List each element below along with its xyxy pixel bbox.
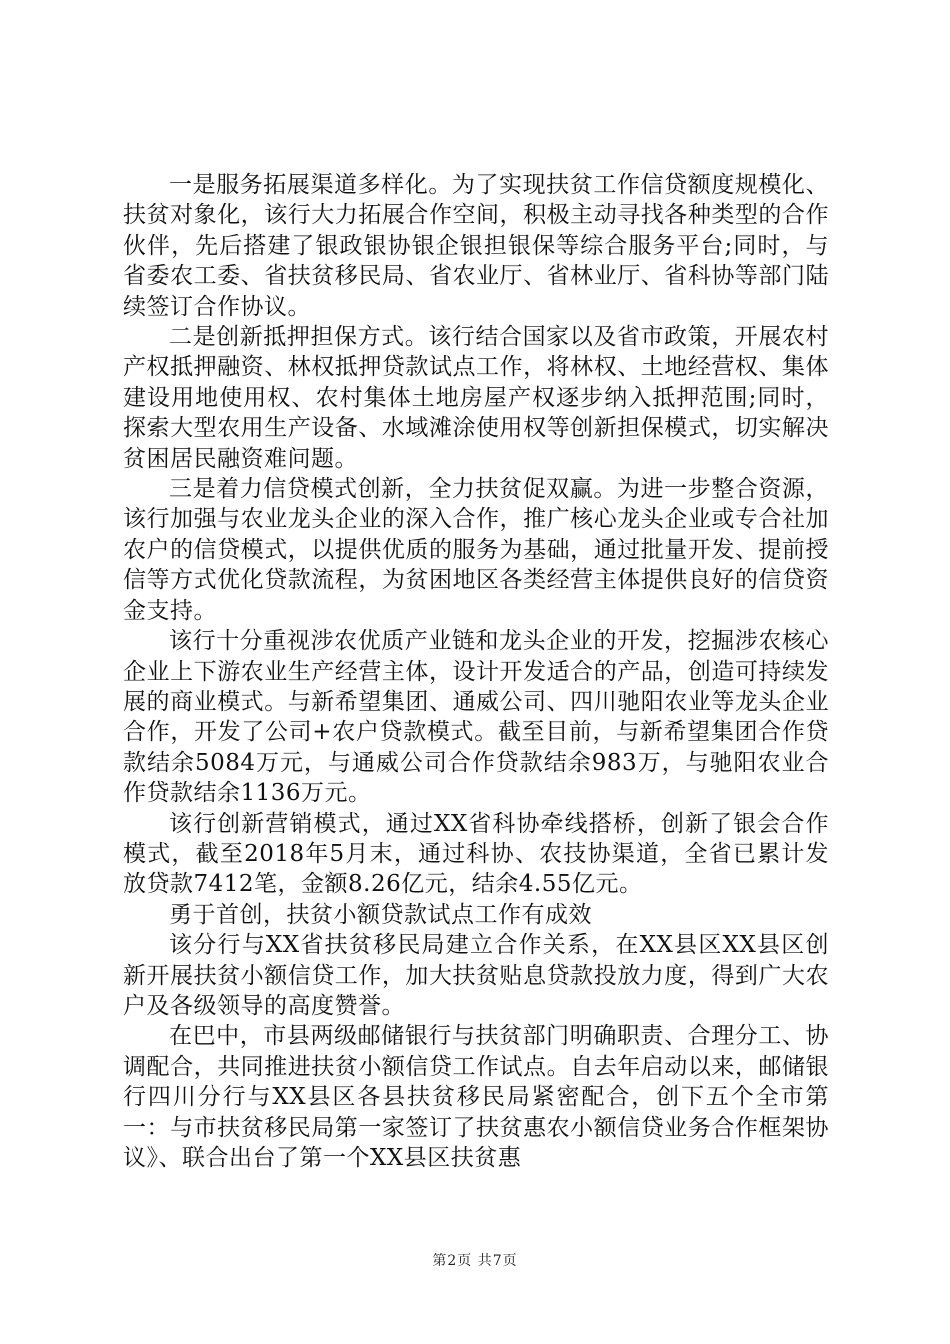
section-heading: 勇于首创，扶贫小额贷款试点工作有成效	[169, 901, 592, 928]
paragraph: 在巴中，市县两级邮储银行与扶贫部门明确职责、合理分工、协调配合，共同推进扶贫小额信贷工作试点。自去年启动以来，邮储银行四川分行与XX县区各县扶贫移民局紧密配合，创下五个全市第一：与市扶贫移民局第一家签订了扶贫惠农小额信贷业务合作框架协议》、联合出台了第一个XX县区扶贫惠	[123, 1023, 829, 1171]
paragraph: 该分行与XX省扶贫移民局建立合作关系，在XX县区XX县区创新开展扶贫小额信贷工作，加大扶贫贴息贷款投放力度，得到广大农户及各级领导的高度赞誉。	[123, 932, 829, 1019]
document-body	[123, 170, 829, 1173]
paragraph: 二是创新抵押担保方式。该行结合国家以及省市政策，开展农村产权抵押融资、林权抵押贷款试点工作，将林权、土地经营权、集体建设用地使用权、农村集体土地房屋产权逐步纳入抵押范围;同时，探索大型农用生产设备、水域滩涂使用权等创新担保模式，切实解决贫困居民融资难问题。	[123, 324, 829, 472]
paragraph: 该行创新营销模式，通过XX省科协牵线搭桥，创新了银会合作模式，截至2018年5月末，通过科协、农技协渠道，全省已累计发放贷款7412笔，金额8.26亿元，结余4.55亿元。	[123, 810, 829, 898]
paragraph: 一是服务拓展渠道多样化。为了实现扶贫工作信贷额度规模化、扶贫对象化，该行大力拓展合作空间，积极主动寻找各种类型的合作伙伴，先后搭建了银政银协银企银担银保等综合服务平台;同时，与省委农工委、省扶贫移民局、省农业厅、省林业厅、省科协等部门陆续签订合作协议。	[123, 172, 829, 320]
paragraph: 该行十分重视涉农优质产业链和龙头企业的开发，挖掘涉农核心企业上下游农业生产经营主体，设计开发适合的产品，创造可持续发展的商业模式。与新希望集团、通威公司、四川驰阳农业等龙头企业合作，开发了公司+农户贷款模式。截至目前，与新希望集团合作贷款结余5084万元，与通威公司合作贷款结余983万，与驰阳农业合作贷款结余1136万元。	[123, 628, 829, 807]
paragraph: 三是着力信贷模式创新，全力扶贫促双赢。为进一步整合资源，该行加强与农业龙头企业的深入合作，推广核心龙头企业或专合社加农户的信贷模式，以提供优质的服务为基础，通过批量开发、提前授信等方式优化贷款流程，为贫困地区各类经营主体提供良好的信贷资金支持。	[123, 476, 829, 624]
page-number-footer: 第2页 共7页	[432, 1253, 518, 1269]
